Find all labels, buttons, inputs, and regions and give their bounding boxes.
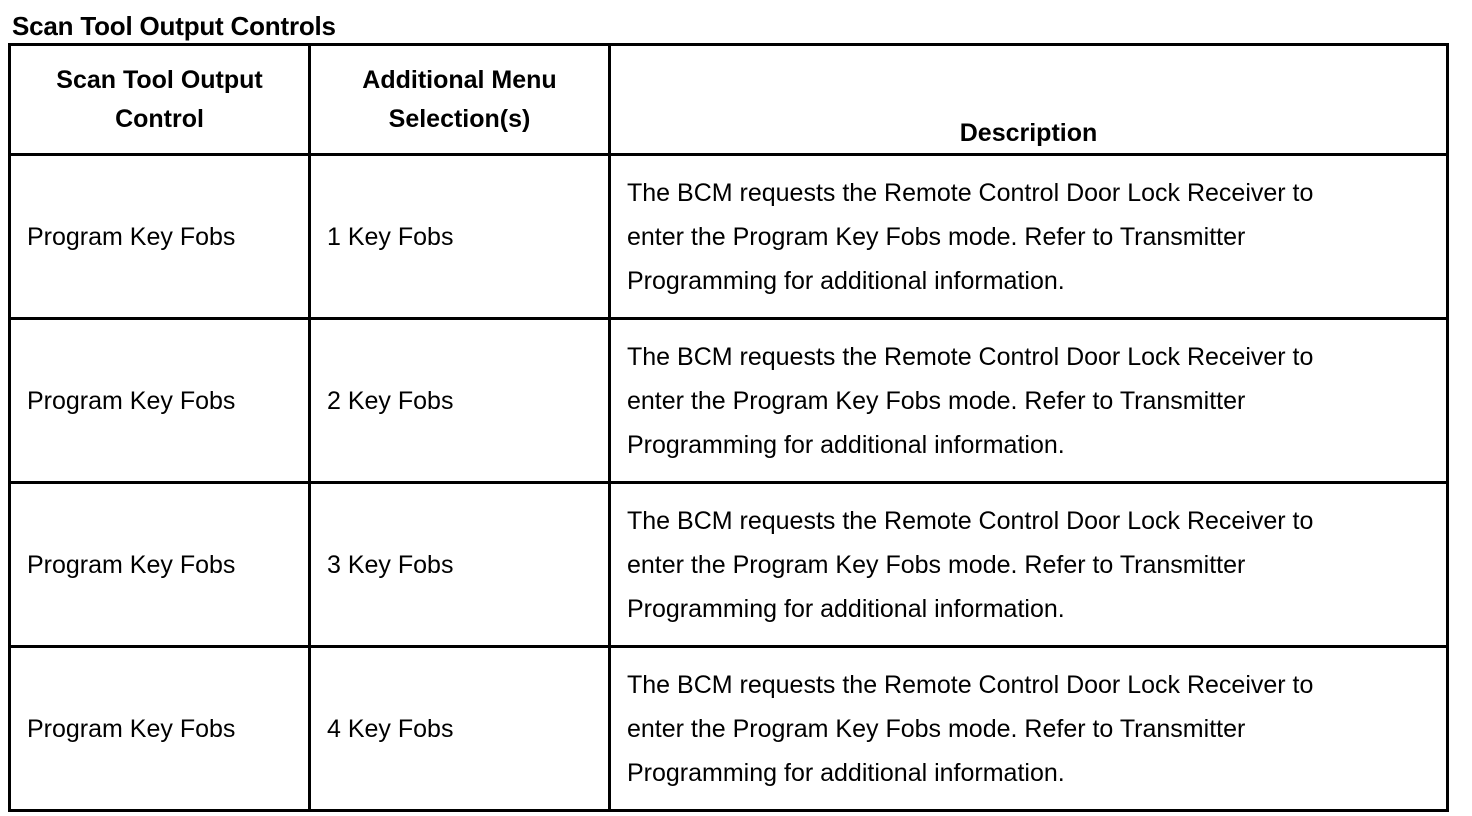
cell-description: The BCM requests the Remote Control Door Lock Receiver to enter the Program Key Fobs mode. Refer to Transmitter Programming for additional information. [610,319,1448,483]
cell-menu-selection: 2 Key Fobs [310,319,610,483]
header-selection-line1: Additional Menu [362,65,557,94]
output-controls-table [8,43,1449,812]
cell-menu-selection: 3 Key Fobs [310,483,610,647]
document-title: Scan Tool Output Controls [12,11,336,41]
table-row [10,483,1448,647]
cell-menu-selection: 1 Key Fobs [310,155,610,319]
header-control-line1: Scan Tool Output [56,65,263,94]
header-additional-menu-selections [310,45,610,155]
cell-output-control: Program Key Fobs [10,319,310,483]
table-row [10,319,1448,483]
cell-description: The BCM requests the Remote Control Door Lock Receiver to enter the Program Key Fobs mode. Refer to Transmitter Programming for additional information. [610,647,1448,811]
cell-menu-selection: 4 Key Fobs [310,647,610,811]
table-header-row [10,45,1448,155]
table-row [10,155,1448,319]
cell-output-control: Program Key Fobs [10,155,310,319]
header-selection-line2: Selection(s) [388,104,531,133]
cell-description: The BCM requests the Remote Control Door Lock Receiver to enter the Program Key Fobs mode. Refer to Transmitter Programming for additional information. [610,483,1448,647]
header-control-line2: Control [115,104,204,133]
cell-output-control: Program Key Fobs [10,483,310,647]
header-scan-tool-output-control [10,45,310,155]
header-description: Description [610,45,1448,155]
cell-description: The BCM requests the Remote Control Door Lock Receiver to enter the Program Key Fobs mode. Refer to Transmitter Programming for additional information. [610,155,1448,319]
cell-output-control: Program Key Fobs [10,647,310,811]
table-row [10,647,1448,811]
